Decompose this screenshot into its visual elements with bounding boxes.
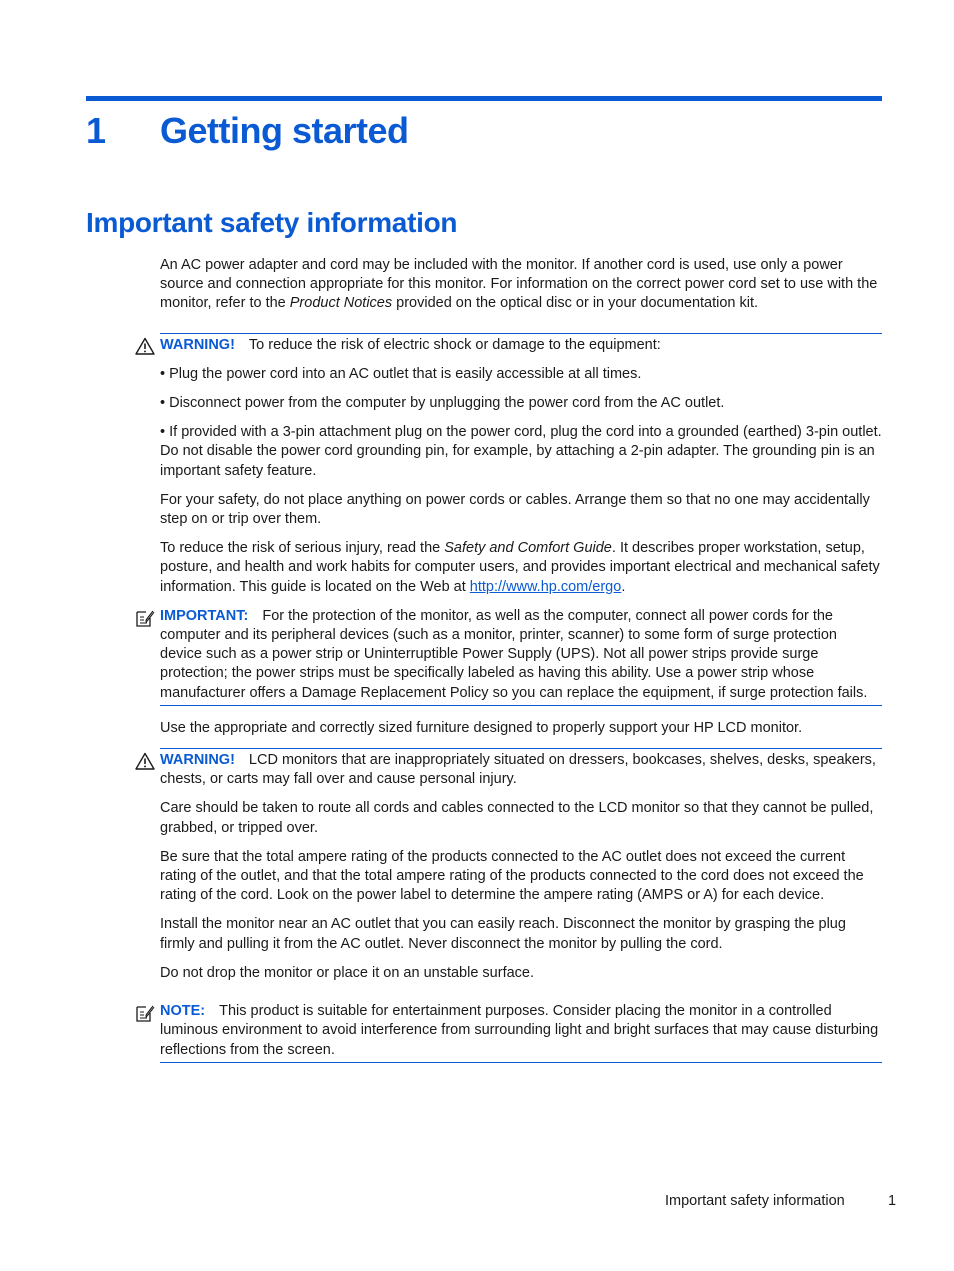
guide-text-mid: . It describes proper workstation, setup, posture, and health and work habits for computer users, and provides important electrical and mechanical safety information. This guide is located on the Web at bbox=[160, 540, 880, 595]
page-number: 1 bbox=[888, 1193, 897, 1209]
warning-label: WARNING! bbox=[160, 752, 235, 769]
footer-section-title: Important safety information bbox=[665, 1193, 845, 1209]
bullet-item: • Plug the power cord into an AC outlet that is easily accessible at all times. bbox=[160, 365, 642, 382]
warning-notice-furniture bbox=[160, 748, 882, 983]
note-icon bbox=[135, 1004, 155, 1022]
bullet-item: • If provided with a 3-pin attachment plug on the power cord, plug the cord into a grounded (earthed) 3-pin outlet. Do not disable the power cord grounding pin, for example, by attaching a 2-pin adapter. The grounding pin is an important safety feature. bbox=[160, 424, 882, 479]
intro-paragraph bbox=[160, 256, 882, 314]
warning-notice-power bbox=[160, 333, 882, 597]
note-text: This product is suitable for entertainment purposes. Consider placing the monitor in a controlled luminous environment to avoid interference from surrounding light and bright surfaces that may cause disturbing reflections from the screen. bbox=[160, 1003, 879, 1058]
furniture-paragraph: Use the appropriate and correctly sized furniture designed to properly support your HP LCD monitor. bbox=[160, 719, 803, 736]
guide-title: Safety and Comfort Guide bbox=[444, 540, 612, 557]
section-title: Important safety information bbox=[86, 207, 458, 238]
chapter-top-rule bbox=[86, 96, 882, 101]
warning-text: LCD monitors that are inappropriately situated on dressers, bookcases, shelves, desks, speakers, chests, or carts may fall over and cause personal injury. bbox=[160, 752, 876, 788]
note-notice bbox=[160, 1002, 882, 1063]
chapter-number: 1 bbox=[86, 110, 107, 151]
body-paragraph: Be sure that the total ampere rating of the products connected to the AC outlet does not exceed the current rating of the outlet, and that the total ampere rating of the products connected to the cord does not exceed the rating of the cord. Look on the power label to determine the ampere rating (AMPS or A) for each device. bbox=[160, 848, 864, 904]
body-paragraph: Do not drop the monitor or place it on an unstable surface. bbox=[160, 964, 534, 981]
body-paragraph: Care should be taken to route all cords and cables connected to the LCD monitor so that they cannot be pulled, grabbed, or tripped over. bbox=[160, 800, 874, 836]
guide-text-end: . bbox=[621, 578, 626, 595]
warning-label: WARNING! bbox=[160, 336, 235, 353]
body-paragraph: Install the monitor near an AC outlet that you can easily reach. Disconnect the monitor by grasping the plug firmly and pulling it from the AC outlet. Never disconnect the monitor by pulling the cord. bbox=[160, 916, 846, 952]
note-label: NOTE: bbox=[160, 1003, 206, 1020]
intro-text: An AC power adapter and cord may be included with the monitor. If another cord is used, use only a power source and connection appropriate for this monitor. For information on the correct power cord set to use with the monitor, refer to the bbox=[160, 257, 878, 312]
ergo-link[interactable]: http://www.hp.com/ergo bbox=[469, 578, 622, 595]
safety-paragraph: For your safety, do not place anything on power cords or cables. Arrange them so that no one may accidentally step on or trip over them. bbox=[160, 491, 870, 528]
warning-triangle-icon bbox=[135, 337, 155, 355]
guide-paragraph bbox=[160, 539, 882, 597]
product-notices-title: Product Notices bbox=[289, 295, 393, 312]
bullet-item: • Disconnect power from the computer by unplugging the power cord from the AC outlet. bbox=[160, 395, 725, 412]
important-note-icon bbox=[135, 609, 155, 627]
chapter-heading bbox=[86, 106, 409, 156]
important-label: IMPORTANT: bbox=[160, 607, 249, 624]
important-notice bbox=[160, 607, 882, 706]
warning-triangle-icon bbox=[135, 752, 155, 770]
warning-text: To reduce the risk of electric shock or damage to the equipment: bbox=[248, 336, 661, 353]
page-content bbox=[160, 256, 882, 1063]
guide-text: To reduce the risk of serious injury, read the bbox=[160, 540, 445, 557]
important-text: For the protection of the monitor, as well as the computer, connect all power cords for the computer and its peripheral devices (such as a monitor, printer, scanner) to some form of surge protection device such as a power strip or Uninterruptible Power Supply (UPS). Not all power strips provide surge protection; the power strips must be specifically labeled as having this ability. Use a power strip whose manufacturer offers a Damage Replacement Policy so you can replace the equipment, if surge protection fails. bbox=[160, 607, 868, 701]
intro-text-end: provided on the optical disc or in your documentation kit. bbox=[392, 295, 759, 312]
chapter-title: Getting started bbox=[160, 110, 409, 151]
